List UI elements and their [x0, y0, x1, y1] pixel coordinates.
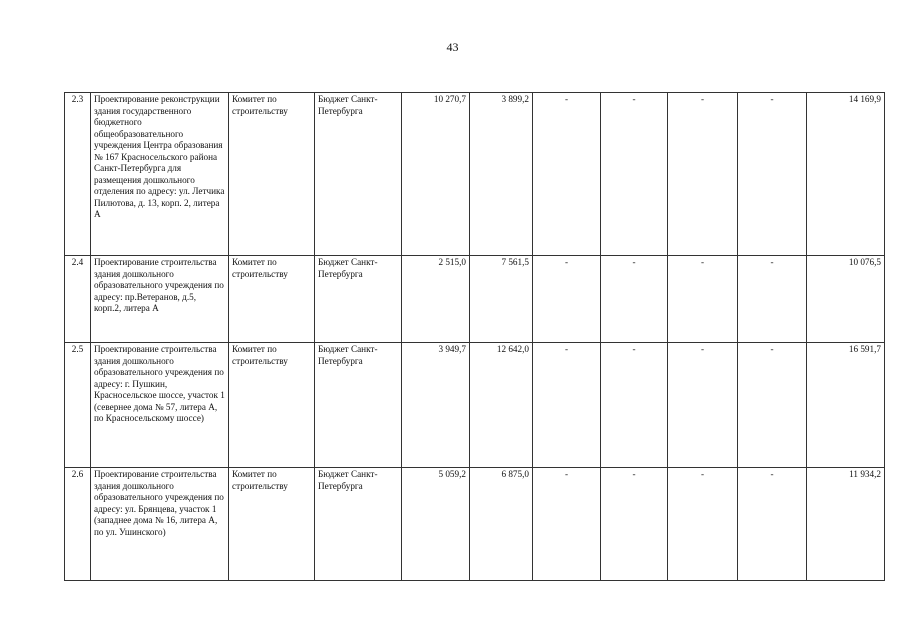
row-value-4: - [601, 468, 668, 581]
row-value-6: - [738, 468, 807, 581]
row-total: 11 934,2 [807, 468, 885, 581]
row-number: 2.3 [65, 93, 91, 256]
row-value-2: 3 899,2 [470, 93, 533, 256]
row-executor: Комитет по строительству [229, 343, 315, 468]
row-value-1: 2 515,0 [402, 256, 470, 343]
row-funding-source: Бюджет Санкт-Петербурга [315, 343, 402, 468]
row-value-3: - [533, 256, 601, 343]
row-value-2: 7 561,5 [470, 256, 533, 343]
row-total: 10 076,5 [807, 256, 885, 343]
row-funding-source: Бюджет Санкт-Петербурга [315, 93, 402, 256]
row-value-5: - [668, 93, 738, 256]
row-value-2: 12 642,0 [470, 343, 533, 468]
row-number: 2.4 [65, 256, 91, 343]
row-total: 16 591,7 [807, 343, 885, 468]
row-value-3: - [533, 93, 601, 256]
row-description: Проектирование реконструкции здания государственного бюджетного общеобразовательного учреждения Центра образования № 167 Красносельского района Санкт-Петербурга для размещения дошкольного отделения по адресу: ул. Летчика Пилютова, д. 13, корп. 2, литера А [91, 93, 229, 256]
table-row [65, 468, 885, 581]
row-value-6: - [738, 256, 807, 343]
row-value-4: - [601, 256, 668, 343]
row-value-2: 6 875,0 [470, 468, 533, 581]
row-value-5: - [668, 343, 738, 468]
row-value-4: - [601, 93, 668, 256]
table-row [65, 256, 885, 343]
table-row [65, 343, 885, 468]
row-value-1: 3 949,7 [402, 343, 470, 468]
row-value-1: 10 270,7 [402, 93, 470, 256]
row-total: 14 169,9 [807, 93, 885, 256]
row-description: Проектирование строительства здания дошкольного образовательного учреждения по адресу: г. Пушкин, Красносельское шоссе, участок 1 (севернее дома № 57, литера А, по Красносельскому шоссе) [91, 343, 229, 468]
table-row [65, 93, 885, 256]
row-funding-source: Бюджет Санкт-Петербурга [315, 256, 402, 343]
row-value-6: - [738, 343, 807, 468]
row-value-3: - [533, 343, 601, 468]
row-value-3: - [533, 468, 601, 581]
row-value-5: - [668, 468, 738, 581]
budget-table [64, 92, 885, 581]
row-executor: Комитет по строительству [229, 256, 315, 343]
row-value-6: - [738, 93, 807, 256]
row-funding-source: Бюджет Санкт-Петербурга [315, 468, 402, 581]
page-number: 43 [446, 40, 459, 54]
row-description: Проектирование строительства здания дошкольного образовательного учреждения по адресу: пр.Ветеранов, д.5, корп.2, литера А [91, 256, 229, 343]
row-value-4: - [601, 343, 668, 468]
row-description: Проектирование строительства здания дошкольного образовательного учреждения по адресу: ул. Брянцева, участок 1 (западнее дома № 16, литера А, по ул. Ушинского) [91, 468, 229, 581]
row-value-5: - [668, 256, 738, 343]
row-number: 2.6 [65, 468, 91, 581]
row-executor: Комитет по строительству [229, 468, 315, 581]
row-value-1: 5 059,2 [402, 468, 470, 581]
row-executor: Комитет по строительству [229, 93, 315, 256]
row-number: 2.5 [65, 343, 91, 468]
